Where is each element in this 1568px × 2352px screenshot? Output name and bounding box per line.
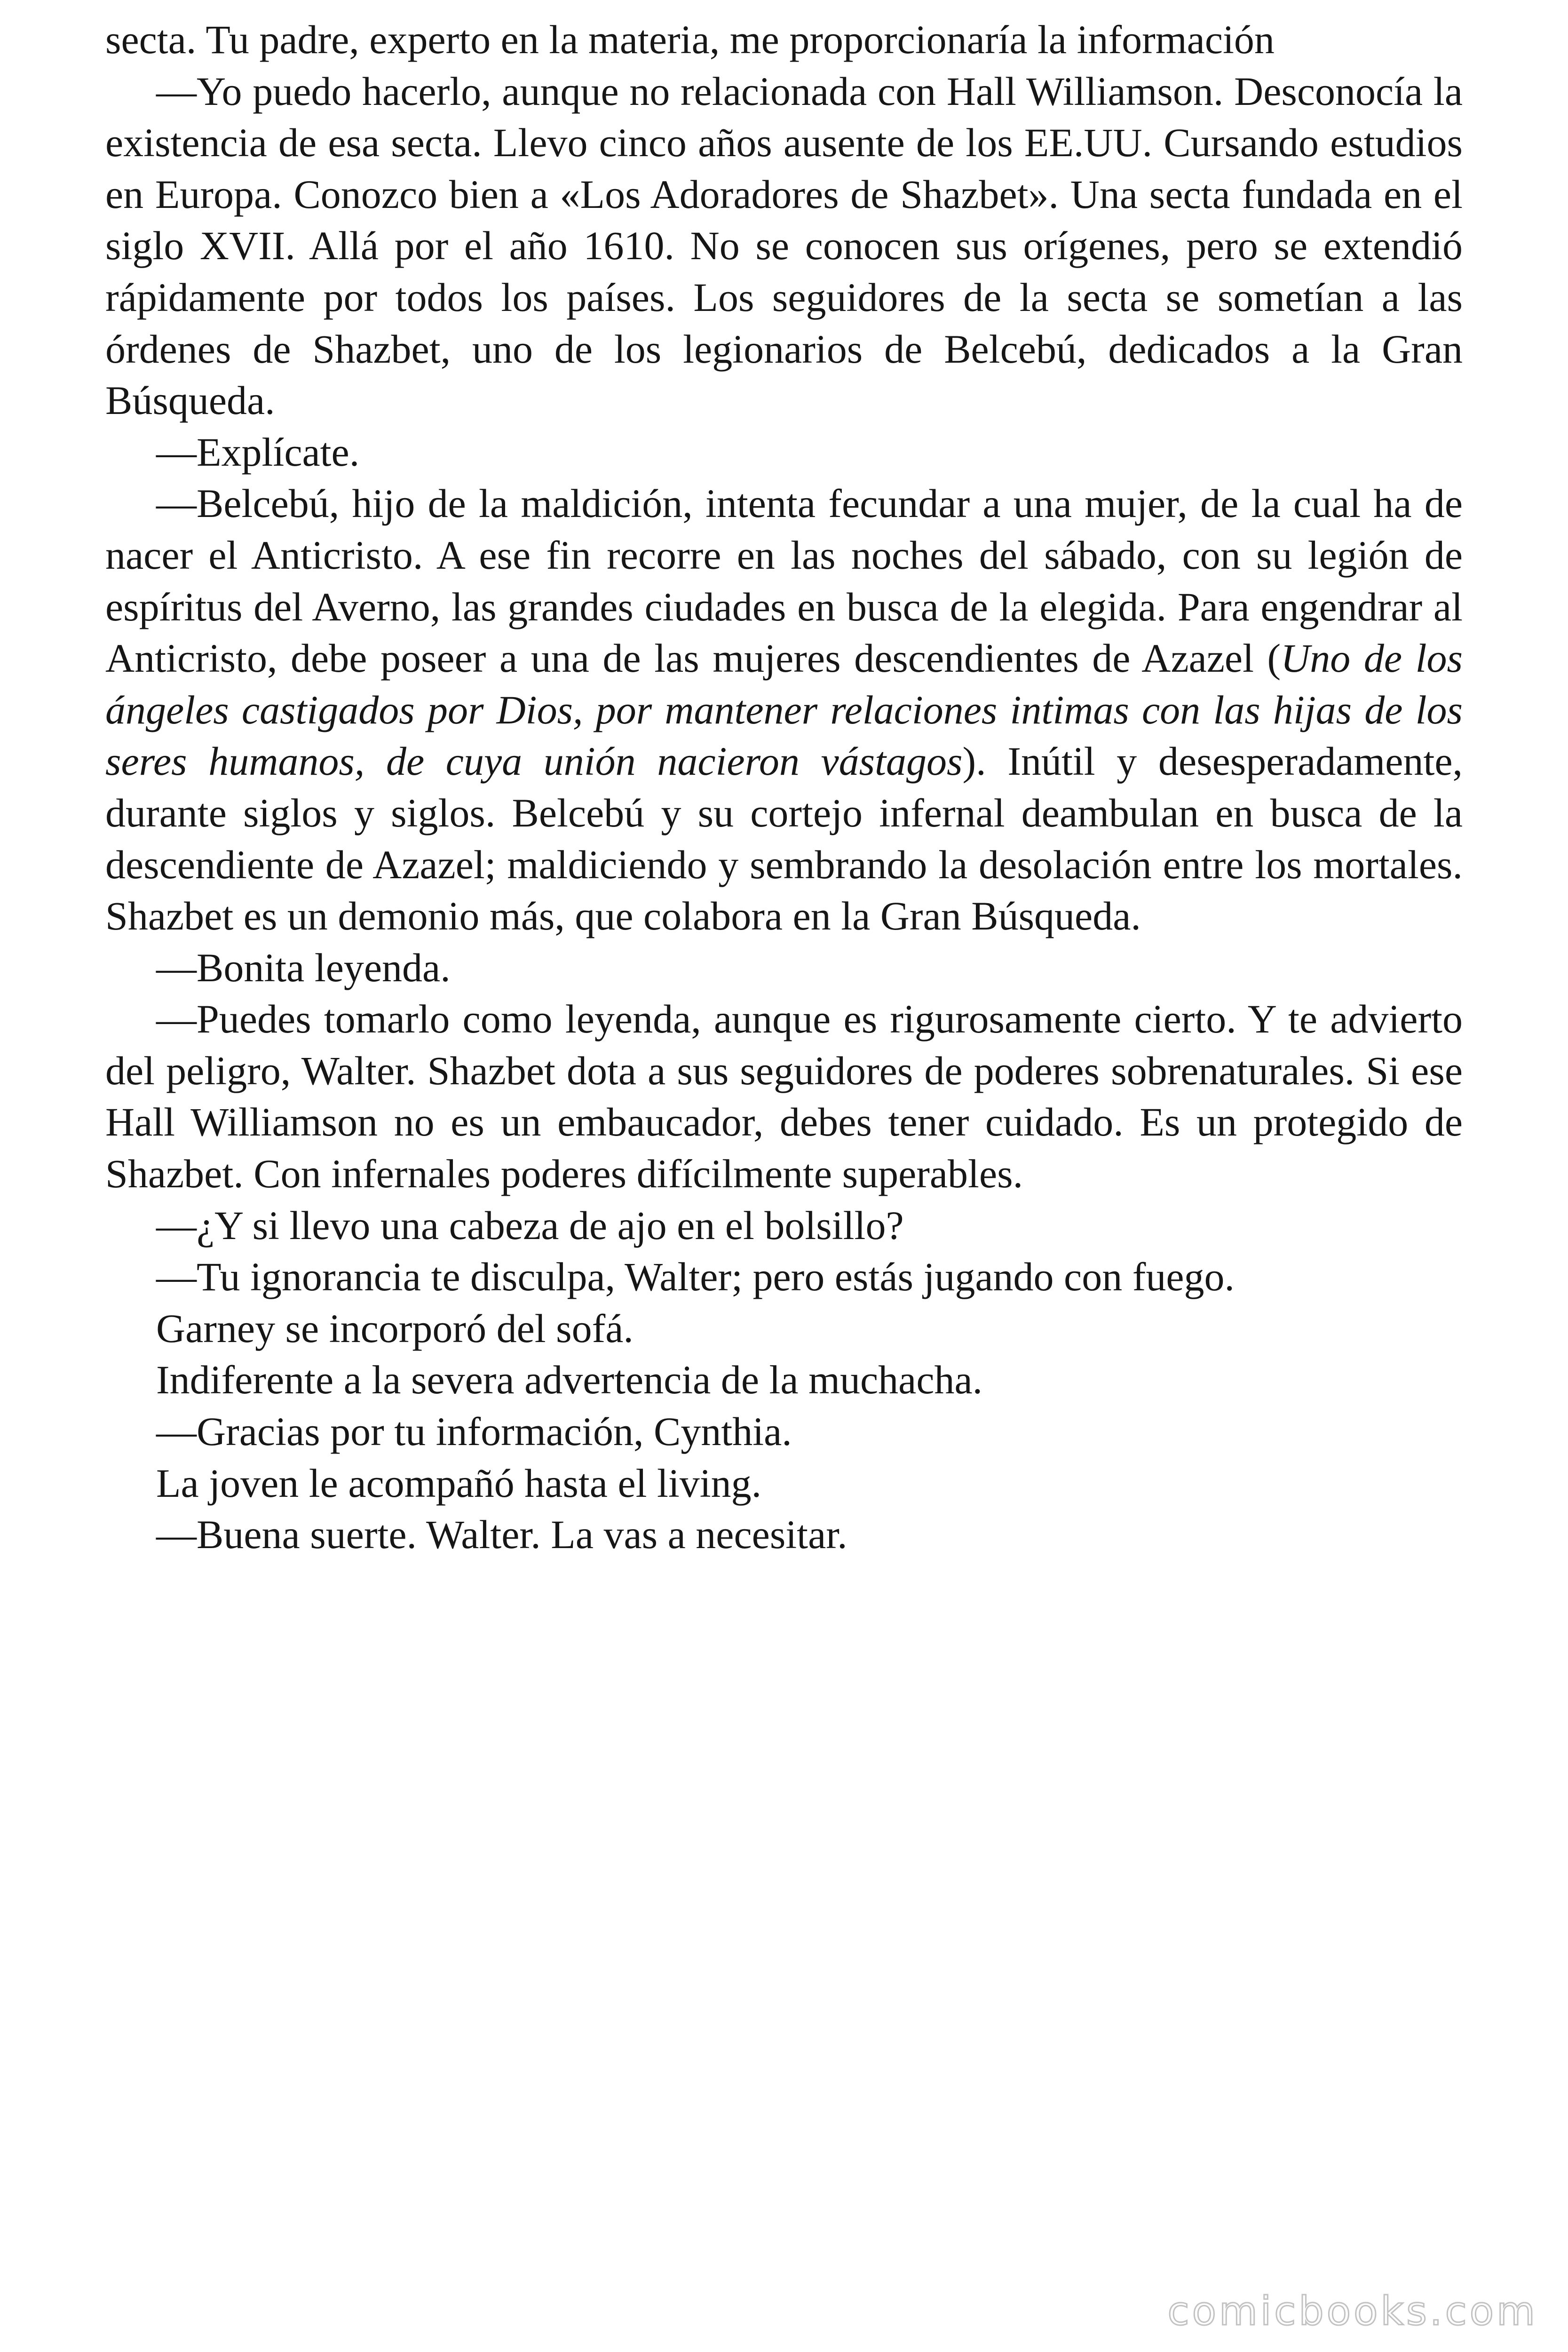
paragraph-dialogue: —Tu ignorancia te disculpa, Walter; pero estás jugando con fuego. [156,1254,1235,1300]
paragraph-dialogue: —Puedes tomarlo como leyenda, aunque es rigurosamente cierto. Y te advierto del peligro, Walter. Shazbet dota a sus seguidores de poderes sobrenaturales. Si ese Hall Williamson no es un embaucador, debes tener cuidado. Es un protegido de Shazbet. Con infernales poderes difícilmente superables. [105,996,1463,1197]
paragraph-dialogue: —Explícate. [156,429,360,475]
paragraph-text-after-note: ). Inútil y desesperadamente, durante siglos y siglos. Belcebú y su cortejo infernal deambulan en busca de la descendiente de Azazel; maldiciendo y sembrando la desolación entre los mortales. Shazbet es un demonio más, que colabora en la Gran Búsqueda. [105,739,1463,939]
watermark: comicbooks.com [1167,2288,1538,2334]
book-page [105,14,1463,1561]
paragraph-narration: Garney se incorporó del sofá. [156,1305,634,1351]
paragraph-dialogue: —Gracias por tu información, Cynthia. [156,1409,792,1454]
paragraph-dialogue: —Yo puedo hacerlo, aunque no relacionada con Hall Williamson. Desconocía la existencia de esa secta. Llevo cinco años ausente de los EE.UU. Cursando estudios en Europa. Conozco bien a «Los Adoradores de Shazbet». Una secta fundada en el siglo XVII. Allá por el año 1610. No se conocen sus orígenes, pero se extendió rápidamente por todos los países. Los seguidores de la secta se sometían a las órdenes de Shazbet, uno de los legionarios de Belcebú, dedicados a la Gran Búsqueda. [105,68,1463,423]
paragraph-narration: La joven le acompañó hasta el living. [156,1460,762,1506]
paragraph-narration: Indiferente a la severa advertencia de la muchacha. [156,1357,983,1403]
paragraph-dialogue: —Buena suerte. Walter. La vas a necesitar. [156,1512,847,1557]
paragraph-dialogue: —Bonita leyenda. [156,945,451,990]
paragraph-dialogue: —¿Y si llevo una cabeza de ajo en el bolsillo? [156,1202,904,1248]
paragraph-text-before-note: —Belcebú, hijo de la maldición, intenta fecundar a una mujer, de la cual ha de nacer el Anticristo. A ese fin recorre en las noches del sábado, con su legión de espíritus del Averno, las grandes ciudades en busca de la elegida. Para engendrar al Anticristo, debe poseer a una de las mujeres descendientes de Azazel ( [105,481,1463,681]
paragraph-dialogue-with-italic-note [105,478,1463,942]
paragraph-continuation: secta. Tu padre, experto en la materia, me proporcionaría la información [105,17,1275,62]
italic-footnote-text: Uno de los ángeles castigados por Dios, por mantener relaciones intimas con las hijas de los seres humanos, de cuya unión nacieron vástagos [105,636,1463,784]
